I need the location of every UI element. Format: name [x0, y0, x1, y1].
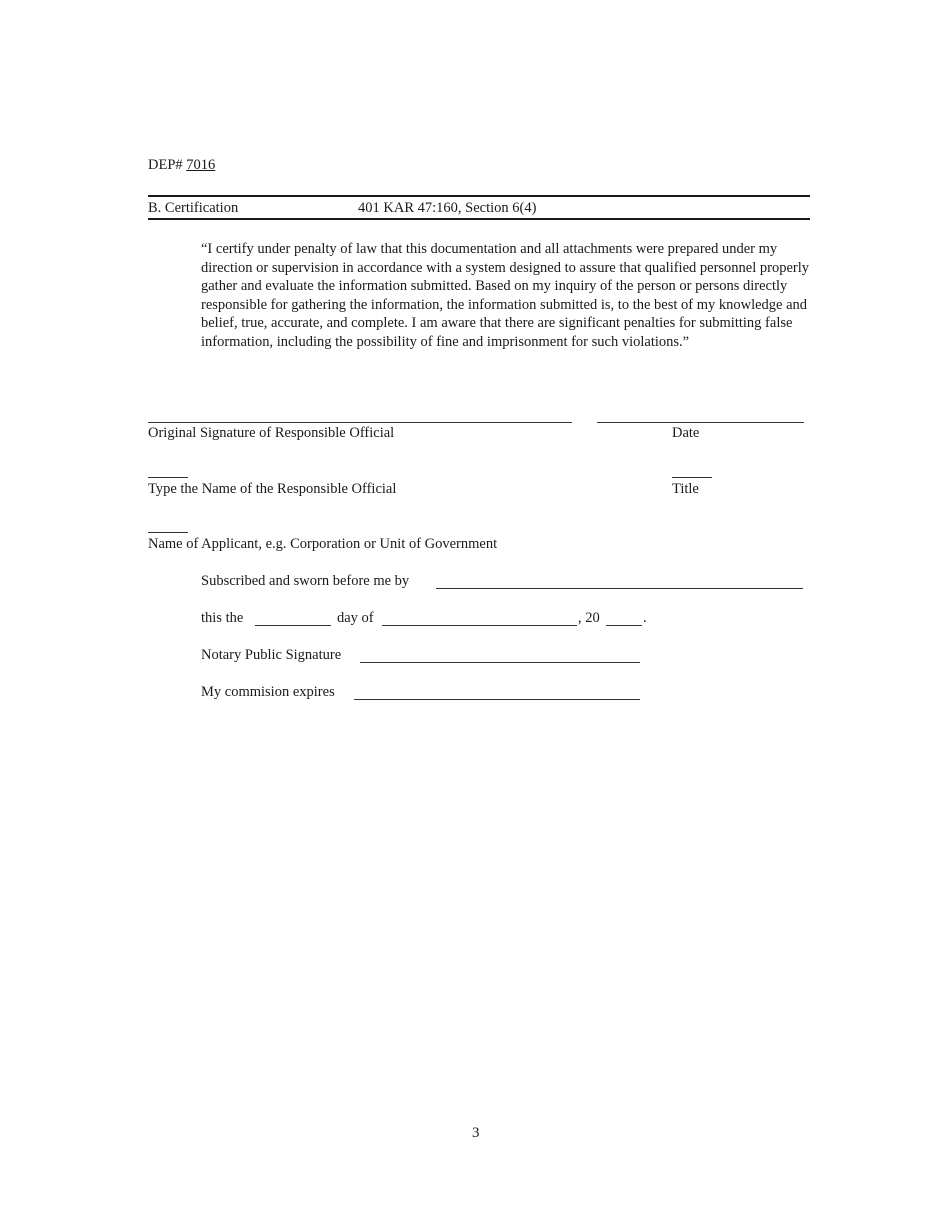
section-title: B. Certification	[148, 200, 239, 216]
notary-signature-label: Notary Public Signature	[201, 647, 342, 663]
dep-number-line	[148, 157, 215, 174]
certification-text: “I certify under penalty of law that this documentation and all attachments were prepared under my direction or supervision in accordance with a system designed to assure that qualified personnel properly gather and evaluate the information submitted. Based on my inquiry of the person or persons directly responsible for gathering the information, the information submitted is, to the best of my knowledge and belief, true, accurate, and complete. I am aware that there are significant penalties for submitting false information, including the possibility of fine and imprisonment for such violations.”	[201, 241, 810, 350]
day-line[interactable]	[255, 625, 331, 626]
year-line[interactable]	[606, 625, 642, 626]
notary-signature-line[interactable]	[360, 662, 640, 663]
section-top-rule	[148, 195, 810, 197]
certification-statement	[201, 240, 813, 351]
dep-label: DEP#	[148, 157, 183, 173]
section-bottom-rule	[148, 218, 810, 220]
signature-line[interactable]	[148, 422, 572, 423]
name-label: Type the Name of the Responsible Official	[148, 481, 397, 497]
date-line[interactable]	[597, 422, 804, 423]
month-line[interactable]	[382, 625, 577, 626]
day-of-label: day of	[337, 610, 374, 626]
signature-label: Original Signature of Responsible Official	[148, 425, 395, 441]
applicant-line[interactable]	[148, 532, 188, 533]
year-suffix: .	[643, 610, 647, 626]
this-the-label: this the	[201, 610, 244, 626]
commission-expires-line[interactable]	[354, 699, 640, 700]
applicant-label: Name of Applicant, e.g. Corporation or Unit of Government	[148, 536, 498, 552]
page-number: 3	[472, 1125, 480, 1141]
year-prefix: , 20	[578, 610, 600, 626]
subscribed-label: Subscribed and sworn before me by	[201, 573, 410, 589]
dep-number: 7016	[186, 157, 216, 173]
title-label: Title	[672, 481, 699, 497]
name-line[interactable]	[148, 477, 188, 478]
section-citation: 401 KAR 47:160, Section 6(4)	[358, 200, 537, 216]
date-label: Date	[672, 425, 700, 441]
commission-label: My commision expires	[201, 684, 335, 700]
title-line[interactable]	[672, 477, 712, 478]
subscribed-by-line[interactable]	[436, 588, 803, 589]
